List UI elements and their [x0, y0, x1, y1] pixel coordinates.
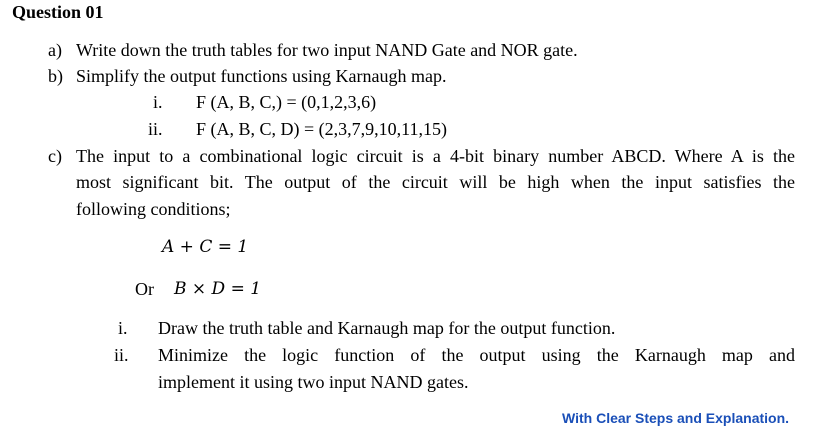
part-b-marker: b): [48, 66, 63, 86]
part-c-line-3: following conditions;: [76, 199, 231, 219]
part-b-item-2-text: F (A, B, C, D) = (2,3,7,9,10,11,15): [196, 119, 447, 139]
part-b-item-1-text: F (A, B, C,) = (0,1,2,3,6): [196, 92, 377, 112]
part-c-marker: c): [48, 146, 62, 166]
part-a-marker: a): [48, 40, 62, 60]
part-b-item-2-marker: ii.: [148, 119, 163, 139]
or-label: Or: [135, 279, 154, 299]
part-a-text: Write down the truth tables for two input NAND Gate and NOR gate.: [76, 40, 578, 60]
condition-1: A + C = 1: [162, 237, 249, 257]
part-b-text: Simplify the output functions using Karnaugh map.: [76, 66, 447, 86]
footer-note: With Clear Steps and Explanation.: [562, 410, 790, 426]
part-c-line-1: The input to a combinational logic circuit is a 4-bit binary number ABCD. Where A is the: [76, 146, 795, 166]
condition-2: B × D = 1: [174, 279, 262, 299]
part-c-item-1-marker: i.: [118, 318, 128, 338]
part-c-item-2-line-1: Minimize the logic function of the output using the Karnaugh map and: [158, 345, 795, 365]
part-c-item-1-text: Draw the truth table and Karnaugh map for the output function.: [158, 318, 616, 338]
part-b-item-1-marker: i.: [153, 92, 163, 112]
part-c-item-2-line-2: implement it using two input NAND gates.: [158, 372, 469, 392]
part-c-line-2: most significant bit. The output of the circuit will be high when the input satisfies the: [76, 172, 795, 192]
part-c-item-2-marker: ii.: [114, 345, 129, 365]
question-heading: Question 01: [12, 2, 104, 22]
